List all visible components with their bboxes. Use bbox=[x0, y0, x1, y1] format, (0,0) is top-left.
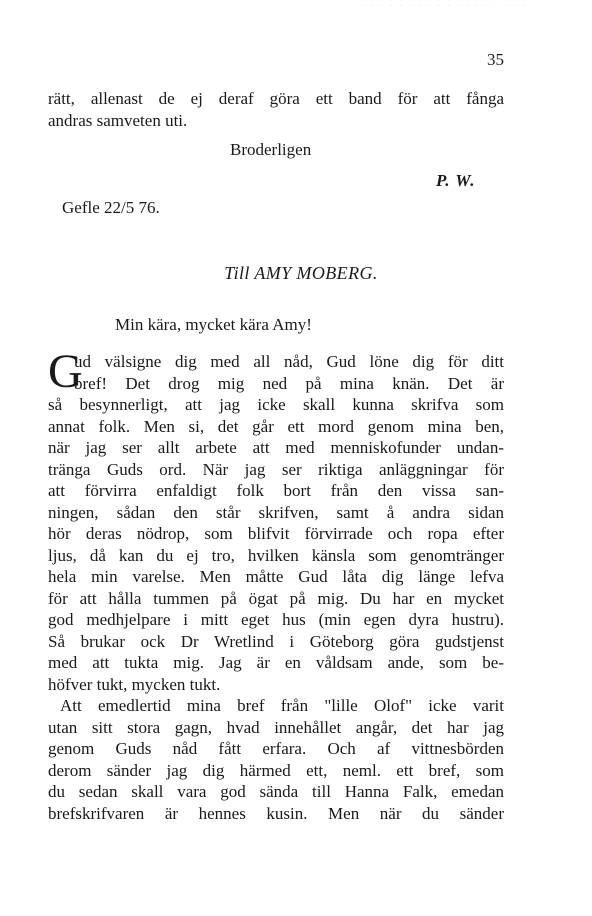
text-line: andras samveten uti. bbox=[48, 110, 188, 130]
letter-heading: Till AMY MOBERG. bbox=[224, 263, 378, 283]
text-line: god medhjelpare i mitt eget hus (min egen dyra hustru). bbox=[48, 610, 504, 629]
place-date: Gefle 22/5 76. bbox=[62, 198, 160, 217]
text-line bbox=[48, 373, 504, 395]
text-line: med att tukta mig. Jag är en våldsam ande, som be- bbox=[48, 653, 504, 672]
page-number: 35 bbox=[487, 50, 504, 69]
text-line: Att emedlertid mina bref från "lille Olof" icke varit bbox=[60, 696, 504, 715]
text-line: genom Guds nåd fått erfara. Och af vittnesbörden bbox=[48, 739, 504, 758]
text-line: tränga Guds ord. När jag ser riktiga anläggningar för bbox=[48, 459, 504, 479]
signature: P. W. bbox=[436, 171, 476, 190]
text-line: ningen, sådan den står skrifven, samt å andra sidan bbox=[48, 502, 504, 522]
text-line: rätt, allenast de ej deraf göra ett band för att fånga bbox=[48, 89, 504, 108]
text-line: hör deras nödrop, som blifvit förvirrade och ropa efter bbox=[48, 524, 504, 543]
text-line: att förvirra enfaldigt folk bort från den vissa san- bbox=[48, 481, 504, 500]
text-line: utan sitt stora gagn, hvad innehållet angår, det har jag bbox=[48, 717, 504, 737]
intro-paragraph bbox=[48, 88, 504, 131]
letter-closing: Broderligen bbox=[230, 140, 312, 159]
letter-body bbox=[48, 345, 504, 824]
salutation: Min kära, mycket kära Amy! bbox=[115, 315, 312, 334]
text-line: så besynnerligt, att jag icke skall kunna skrifva som bbox=[48, 395, 504, 414]
text-line: för att hålla tummen på ögat på mig. Du har en mycket bbox=[48, 588, 504, 608]
text-line: höfver tukt, mycken tukt. bbox=[48, 674, 221, 694]
text-line: du sedan skall vara god sända till Hanna Falk, emedan bbox=[48, 782, 504, 801]
text-line: annat folk. Men si, det går ett mord genom mina ben, bbox=[48, 416, 504, 436]
scan-artifact: . . . . . . . . . . . . . . . . . . bbox=[362, 0, 529, 6]
text-line: när jag ser allt arbete att med menniskofunder undan- bbox=[48, 438, 504, 457]
text-line: hela min varelse. Men måtte Gud låta dig länge lefva bbox=[48, 567, 504, 586]
text-line: derom sänder jag dig härmed ett, neml. ett bref, som bbox=[48, 760, 504, 780]
text-line-content: ud välsigne dig med all nåd, Gud löne dig för ditt bbox=[74, 352, 504, 371]
text-line: Så brukar ock Dr Wretlind i Göteborg göra gudstjenst bbox=[48, 631, 504, 651]
text-line: brefskrifvaren är hennes kusin. Men när du sänder bbox=[48, 803, 504, 823]
drop-cap: G bbox=[48, 345, 83, 398]
text-line: ljus, då kan du ej tro, hvilken känsla som genomtränger bbox=[48, 545, 504, 565]
text-line-content: bref! Det drog mig ned på mina knän. Det är bbox=[74, 373, 504, 393]
